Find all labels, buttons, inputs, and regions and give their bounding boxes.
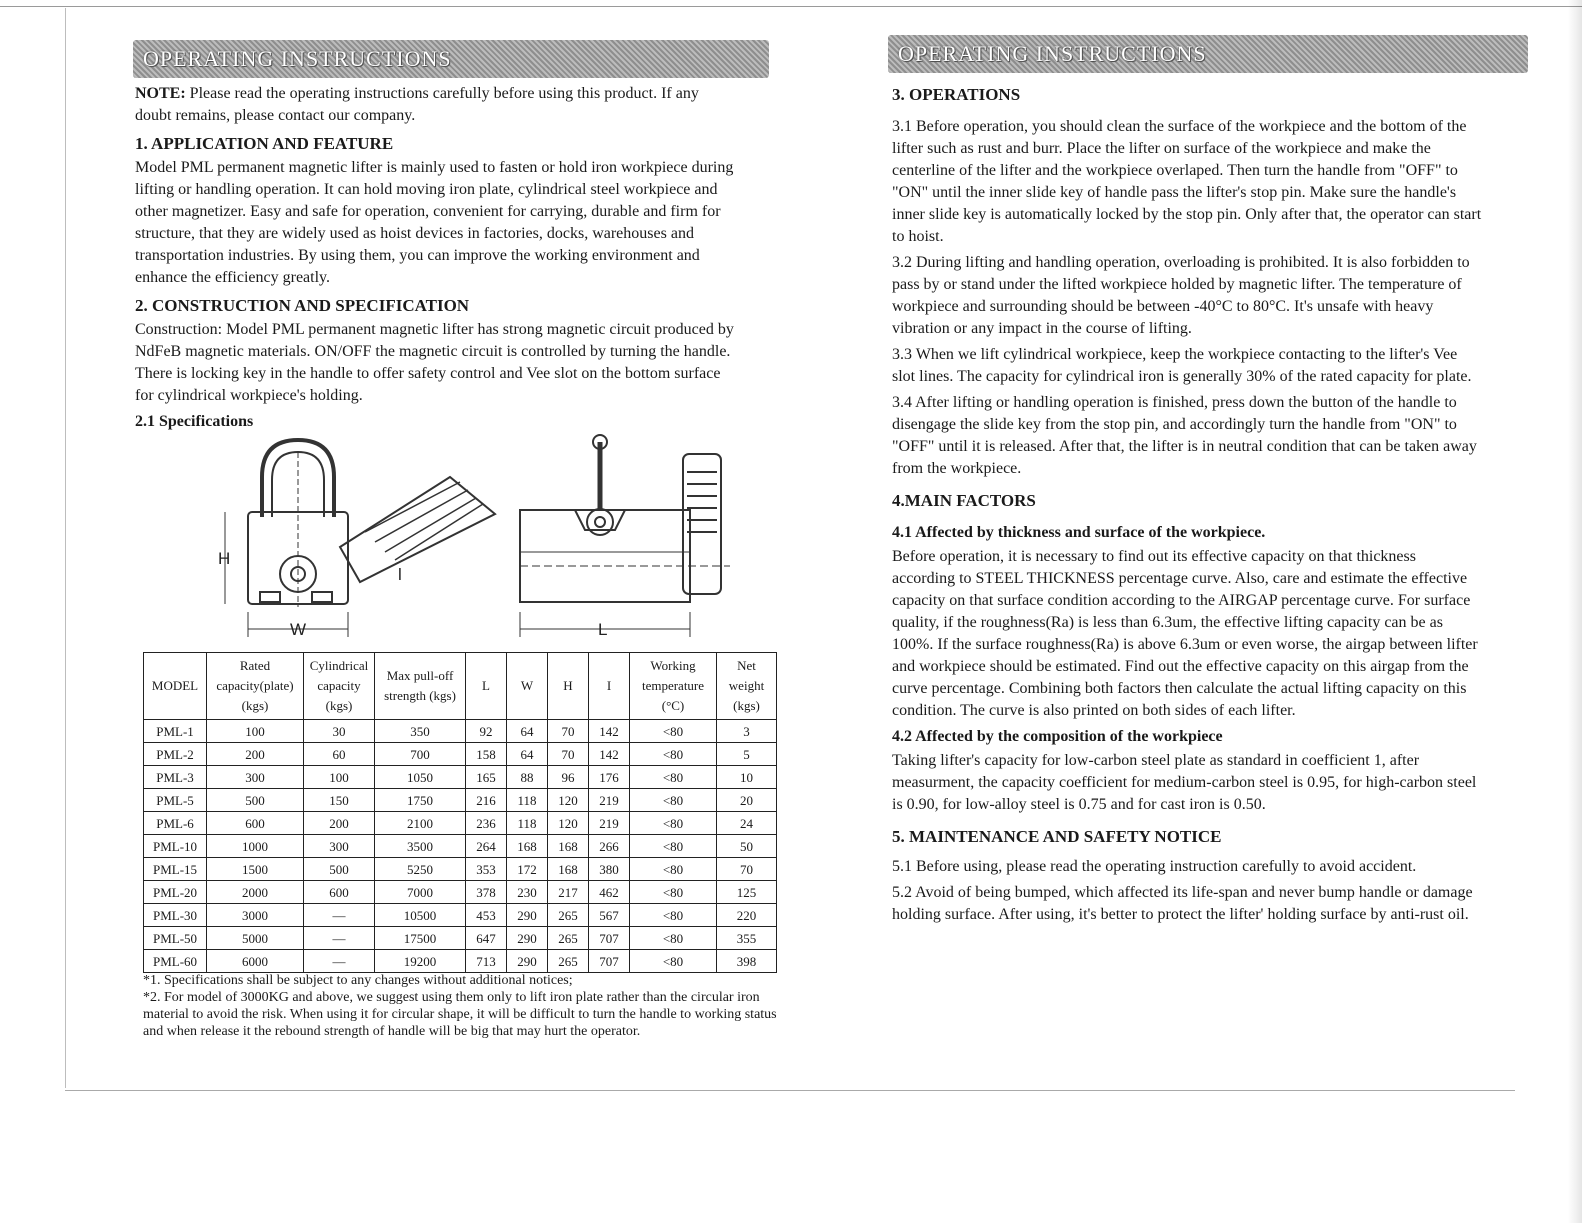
table-cell: —	[304, 950, 375, 973]
table-cell: 165	[466, 766, 507, 789]
table-cell: 7000	[375, 881, 466, 904]
table-cell: 24	[717, 812, 777, 835]
section-2-1-title: 2.1 Specifications	[135, 413, 254, 430]
section-4-2-title: 4.2 Affected by the composition of the workpiece	[892, 728, 1223, 745]
table-cell: <80	[630, 720, 717, 743]
para-5-2-number: 5.2	[892, 884, 912, 901]
table-cell: 398	[717, 950, 777, 973]
table-cell: 219	[589, 789, 630, 812]
table-row	[144, 904, 777, 927]
table-cell: 290	[507, 927, 548, 950]
table-cell: 264	[466, 835, 507, 858]
table-cell: 500	[207, 789, 304, 812]
table-cell: 265	[548, 904, 589, 927]
table-cell: 2000	[207, 881, 304, 904]
table-cell: —	[304, 904, 375, 927]
table-cell: <80	[630, 950, 717, 973]
para-4-1: Before operation, it is necessary to find out its effective capacity on that thickness according to STEEL THICKNESS percentage curve. Also, care and estimate the effective capacity on that surface condition according to the AIRGAP percentage curve. For surface quality, if the roughness(Ra) is less than 6.3um, the effective lifting capacity can be as 100%. If the surface roughness(Ra) is above 6.3um or even worse, the airgap between lifter and workpiece should be estimated. Find out the effective capacity on this airgap from the curve percentage. Combining both factors then calculate the actual lifting capacity on this condition. The curve is also printed on both sides of each lifter.	[892, 548, 1478, 719]
th-net-weight: Net weight (kgs)	[717, 653, 777, 720]
para-5-1-text: Before using, please read the operating instruction carefully to avoid accident.	[912, 858, 1417, 875]
table-cell: <80	[630, 858, 717, 881]
table-cell: 1050	[375, 766, 466, 789]
table-cell: PML-3	[144, 766, 207, 789]
table-cell: 1500	[207, 858, 304, 881]
table-cell: 217	[548, 881, 589, 904]
table-cell: 567	[589, 904, 630, 927]
para-3-4-number: 3.4	[892, 394, 912, 411]
footnotes	[143, 972, 783, 1040]
table-cell: PML-2	[144, 743, 207, 766]
table-cell: 168	[548, 835, 589, 858]
table-cell: 200	[207, 743, 304, 766]
table-cell: 172	[507, 858, 548, 881]
table-cell: —	[304, 927, 375, 950]
table-cell: 100	[304, 766, 375, 789]
section-2-title: 2. CONSTRUCTION AND SPECIFICATION	[135, 296, 470, 315]
table-cell: 3500	[375, 835, 466, 858]
right-banner	[888, 35, 1528, 73]
table-row	[144, 858, 777, 881]
para-3-1-text: Before operation, you should clean the surface of the workpiece and the bottom of the lifter such as rust and burr. Place the lifter on surface of the workpiece and make the centerline of the lifter and the workpiece overlaped. Then turn the handle from "OFF" to "ON" until the inner slide key of handle pass the lifter's stop pin. Make sure the handle's inner slide key is automatically locked by the stop pin. Only after that, the operator can start to hoist.	[892, 118, 1482, 245]
section-4-title: 4.MAIN FACTORS	[892, 491, 1036, 510]
th-rated-capacity: Rated capacity(plate) (kgs)	[207, 653, 304, 720]
left-column	[135, 83, 735, 435]
table-row	[144, 881, 777, 904]
spec-table-header-row	[144, 653, 777, 720]
table-cell: 125	[717, 881, 777, 904]
section-2-text: Construction: Model PML permanent magnetic lifter has strong magnetic circuit produced by NdFeB magnetic materials. ON/OFF the magnetic circuit is controlled by turning the handle. There is locking key in the handle to offer safety control and Vee slot on the bottom surface for cylindrical workpiece's holding.	[135, 321, 734, 404]
table-row	[144, 743, 777, 766]
table-cell: 30	[304, 720, 375, 743]
table-cell: 6000	[207, 950, 304, 973]
table-cell: 355	[717, 927, 777, 950]
table-cell: 462	[589, 881, 630, 904]
table-cell: 92	[466, 720, 507, 743]
table-row	[144, 950, 777, 973]
table-cell: 1750	[375, 789, 466, 812]
table-cell: <80	[630, 743, 717, 766]
table-cell: 142	[589, 720, 630, 743]
table-cell: 176	[589, 766, 630, 789]
para-3-2-text: During lifting and handling operation, overloading is prohibited. It is also forbidden to pass by or stand under the lifted workpiece holded by magnetic lifter. The temperature of workpiece and surrounding should be between -40°C to 80°C. It's unsafe with heavy vibration or any impact in the course of lifting.	[892, 254, 1470, 337]
note-text: Please read the operating instructions carefully before using this product. If any doubt remains, please contact our company.	[135, 85, 699, 124]
table-cell: 10	[717, 766, 777, 789]
para-3-2-number: 3.2	[892, 254, 912, 271]
table-cell: PML-1	[144, 720, 207, 743]
table-cell: <80	[630, 812, 717, 835]
table-cell: 168	[507, 835, 548, 858]
scan-shadow	[1568, 0, 1582, 1223]
th-i: I	[589, 653, 630, 720]
table-cell: 88	[507, 766, 548, 789]
footnote-2: *2. For model of 3000KG and above, we suggest using them only to lift iron plate rather than the circular iron material to avoid the risk. When using it for circular shape, it will be difficult to turn the handle to working status and when release it the rebound strength of handle will be big that may hurt the operator.	[143, 990, 777, 1039]
dimension-w-label: W	[290, 620, 307, 639]
table-cell: 290	[507, 950, 548, 973]
lifter-drawing	[200, 432, 740, 647]
table-cell: 1000	[207, 835, 304, 858]
table-row	[144, 812, 777, 835]
table-cell: 150	[304, 789, 375, 812]
dimension-h-label: H	[218, 549, 231, 568]
dimension-i-label: l	[398, 565, 402, 584]
th-l: L	[466, 653, 507, 720]
table-row	[144, 835, 777, 858]
table-cell: 10500	[375, 904, 466, 927]
section-5-title: 5. MAINTENANCE AND SAFETY NOTICE	[892, 827, 1222, 846]
table-cell: 5250	[375, 858, 466, 881]
table-cell: 64	[507, 743, 548, 766]
table-cell: 353	[466, 858, 507, 881]
table-cell: PML-15	[144, 858, 207, 881]
spec-table-body	[144, 720, 777, 973]
table-cell: <80	[630, 835, 717, 858]
table-cell: 378	[466, 881, 507, 904]
table-cell: PML-6	[144, 812, 207, 835]
section-1-text: Model PML permanent magnetic lifter is mainly used to fasten or hold iron workpiece during lifting or handling operation. It can hold moving iron plate, cylindrical steel workpiece and other magnetizer. Easy and safe for operation, convenient for carrying, durable and firm for structure, that they are widely used as hoist devices in factories, docks, warehouses and transportation industries. By using them, you can improve the working environment and enhance the efficiency greatly.	[135, 159, 734, 286]
table-cell: <80	[630, 927, 717, 950]
table-cell: 300	[304, 835, 375, 858]
table-cell: <80	[630, 766, 717, 789]
table-cell: 3	[717, 720, 777, 743]
table-row	[144, 766, 777, 789]
table-cell: 5000	[207, 927, 304, 950]
table-cell: 453	[466, 904, 507, 927]
para-3-3	[892, 344, 1482, 388]
table-cell: 118	[507, 812, 548, 835]
table-cell: <80	[630, 904, 717, 927]
table-cell: 70	[548, 743, 589, 766]
spec-table	[143, 652, 777, 973]
table-cell: 230	[507, 881, 548, 904]
table-row	[144, 720, 777, 743]
table-row	[144, 927, 777, 950]
table-cell: 142	[589, 743, 630, 766]
table-cell: 100	[207, 720, 304, 743]
para-3-3-number: 3.3	[892, 346, 912, 363]
table-cell: PML-10	[144, 835, 207, 858]
table-cell: PML-60	[144, 950, 207, 973]
table-cell: 600	[304, 881, 375, 904]
para-3-3-text: When we lift cylindrical workpiece, keep the workpiece contacting to the lifter's Vee slot lines. The capacity for cylindrical iron is generally 30% of the rated capacity for plate.	[892, 346, 1472, 385]
th-h: H	[548, 653, 589, 720]
table-cell: 64	[507, 720, 548, 743]
table-cell: 219	[589, 812, 630, 835]
section-3-title: 3. OPERATIONS	[892, 85, 1021, 104]
page-edge-top	[0, 6, 1582, 7]
note-label: NOTE:	[135, 85, 186, 102]
table-cell: 700	[375, 743, 466, 766]
table-cell: 20	[717, 789, 777, 812]
th-cylindrical-capacity: Cylindrical capacity (kgs)	[304, 653, 375, 720]
table-cell: 265	[548, 927, 589, 950]
right-column	[892, 78, 1482, 930]
table-cell: PML-5	[144, 789, 207, 812]
table-cell: 60	[304, 743, 375, 766]
table-cell: 350	[375, 720, 466, 743]
table-cell: 290	[507, 904, 548, 927]
para-4-2: Taking lifter's capacity for low-carbon steel plate as standard in coefficient 1, after measurment, the capacity coefficient for medium-carbon steel is 0.95, for high-carbon steel is 0.90, for low-alloy steel is 0.75 and for cast iron is 0.50.	[892, 752, 1477, 813]
table-cell: 158	[466, 743, 507, 766]
table-cell: 120	[548, 789, 589, 812]
table-cell: 266	[589, 835, 630, 858]
left-banner-title: OPERATING INSTRUCTIONS	[143, 46, 452, 71]
para-3-1-number: 3.1	[892, 118, 912, 135]
right-banner-title: OPERATING INSTRUCTIONS	[898, 41, 1207, 66]
section-4-1-title: 4.1 Affected by thickness and surface of the workpiece.	[892, 524, 1266, 541]
para-3-4-text: After lifting or handling operation is finished, press down the button of the handle to disengage the slide key from the stop pin, and accordingly turn the handle from "ON" to "OFF" until it is released. After that, the lifter is in neutral condition that can be taken away from the workpiece.	[892, 394, 1477, 477]
table-cell: 17500	[375, 927, 466, 950]
para-5-1	[892, 856, 1482, 878]
table-cell: 5	[717, 743, 777, 766]
para-5-2-text: Avoid of being bumped, which affected its life-span and never bump handle or damage holding surface. After using, it's better to protect the lifter' holding surface by anti-rust oil.	[892, 884, 1473, 923]
table-cell: 647	[466, 927, 507, 950]
table-cell: 2100	[375, 812, 466, 835]
table-cell: 713	[466, 950, 507, 973]
table-cell: 600	[207, 812, 304, 835]
th-model: MODEL	[144, 653, 207, 720]
table-cell: 500	[304, 858, 375, 881]
th-working-temperature: Working temperature (°C)	[630, 653, 717, 720]
table-cell: 96	[548, 766, 589, 789]
para-5-2	[892, 882, 1482, 926]
table-cell: 707	[589, 950, 630, 973]
section-1-title: 1. APPLICATION AND FEATURE	[135, 134, 394, 153]
para-5-1-number: 5.1	[892, 858, 912, 875]
table-cell: 380	[589, 858, 630, 881]
left-banner	[133, 40, 769, 78]
table-cell: 3000	[207, 904, 304, 927]
page-edge-left	[65, 8, 66, 1088]
th-max-pull-off: Max pull-off strength (kgs)	[375, 653, 466, 720]
table-cell: 50	[717, 835, 777, 858]
table-row	[144, 789, 777, 812]
table-cell: 265	[548, 950, 589, 973]
para-3-1	[892, 116, 1482, 248]
table-cell: 70	[717, 858, 777, 881]
table-cell: 220	[717, 904, 777, 927]
table-cell: <80	[630, 789, 717, 812]
footnote-1: *1. Specifications shall be subject to any changes without additional notices;	[143, 973, 573, 988]
note	[135, 83, 735, 127]
table-cell: 120	[548, 812, 589, 835]
table-cell: 236	[466, 812, 507, 835]
dimension-l-label: L	[598, 620, 608, 639]
table-cell: PML-50	[144, 927, 207, 950]
table-cell: PML-30	[144, 904, 207, 927]
table-cell: 300	[207, 766, 304, 789]
th-w: W	[507, 653, 548, 720]
table-cell: 19200	[375, 950, 466, 973]
para-3-4	[892, 392, 1482, 480]
table-cell: 70	[548, 720, 589, 743]
table-cell: 707	[589, 927, 630, 950]
table-cell: 168	[548, 858, 589, 881]
table-cell: 200	[304, 812, 375, 835]
page-edge-bottom	[65, 1090, 1515, 1091]
table-cell: 216	[466, 789, 507, 812]
table-cell: PML-20	[144, 881, 207, 904]
table-cell: <80	[630, 881, 717, 904]
para-3-2	[892, 252, 1482, 340]
table-cell: 118	[507, 789, 548, 812]
